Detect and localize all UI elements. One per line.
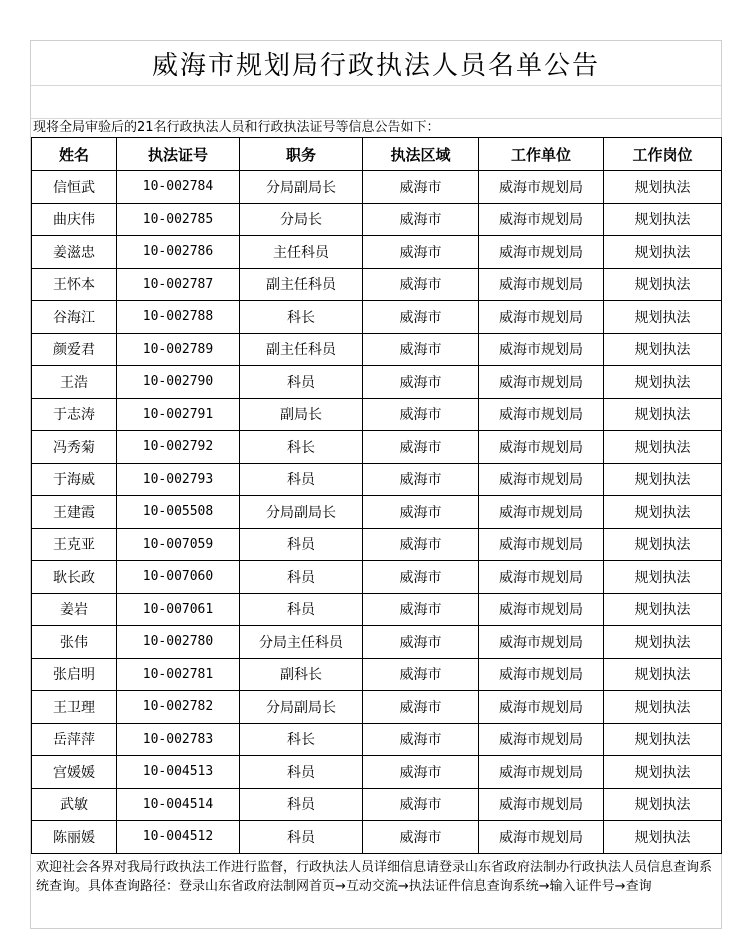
document-title: 威海市规划局行政执法人员名单公告 xyxy=(31,41,721,86)
cell-post: 规划执法 xyxy=(604,528,722,561)
cell-unit: 威海市规划局 xyxy=(479,431,604,464)
cell-position: 分局副局长 xyxy=(240,171,363,204)
cell-post: 规划执法 xyxy=(604,821,722,854)
cell-cert: 10-007060 xyxy=(117,561,240,594)
cell-name: 冯秀菊 xyxy=(32,431,117,464)
cell-cert: 10-002787 xyxy=(117,268,240,301)
cell-cert: 10-004512 xyxy=(117,821,240,854)
cell-cert: 10-004514 xyxy=(117,788,240,821)
intro-text: 现将全局审验后的21名行政执法人员和行政执法证号等信息公告如下： xyxy=(33,120,440,135)
table-row xyxy=(32,593,722,626)
cell-cert: 10-002789 xyxy=(117,333,240,366)
cell-area: 威海市 xyxy=(363,496,479,529)
cell-cert: 10-002793 xyxy=(117,463,240,496)
cell-position: 分局主任科员 xyxy=(240,626,363,659)
cell-area: 威海市 xyxy=(363,626,479,659)
cell-unit: 威海市规划局 xyxy=(479,496,604,529)
cell-area: 威海市 xyxy=(363,691,479,724)
cell-unit: 威海市规划局 xyxy=(479,723,604,756)
cell-position: 科员 xyxy=(240,788,363,821)
cell-unit: 威海市规划局 xyxy=(479,626,604,659)
cell-unit: 威海市规划局 xyxy=(479,593,604,626)
cell-post: 规划执法 xyxy=(604,593,722,626)
cell-post: 规划执法 xyxy=(604,463,722,496)
cell-position: 科员 xyxy=(240,821,363,854)
cell-post: 规划执法 xyxy=(604,496,722,529)
cell-cert: 10-004513 xyxy=(117,756,240,789)
personnel-table xyxy=(31,137,722,854)
cell-cert: 10-002780 xyxy=(117,626,240,659)
cell-name: 张伟 xyxy=(32,626,117,659)
cell-cert: 10-002783 xyxy=(117,723,240,756)
cell-post: 规划执法 xyxy=(604,171,722,204)
cell-cert: 10-002782 xyxy=(117,691,240,724)
cell-unit: 威海市规划局 xyxy=(479,691,604,724)
cell-name: 王克亚 xyxy=(32,528,117,561)
cell-position: 科长 xyxy=(240,723,363,756)
cell-unit: 威海市规划局 xyxy=(479,268,604,301)
cell-post: 规划执法 xyxy=(604,366,722,399)
table-row xyxy=(32,528,722,561)
cell-cert: 10-002784 xyxy=(117,171,240,204)
cell-position: 副主任科员 xyxy=(240,268,363,301)
footer-note: 欢迎社会各界对我局行政执法工作进行监督，行政执法人员详细信息请登录山东省政府法制办行政执法人员信息查询系统查询。具体查询路径：登录山东省政府法制网首页→互动交流→执法证件信息查询系统→输入证件号→查询 xyxy=(31,854,721,929)
cell-name: 于志涛 xyxy=(32,398,117,431)
cell-position: 分局副局长 xyxy=(240,691,363,724)
cell-unit: 威海市规划局 xyxy=(479,366,604,399)
cell-position: 分局副局长 xyxy=(240,496,363,529)
table-row xyxy=(32,463,722,496)
cell-name: 王建霞 xyxy=(32,496,117,529)
cell-position: 科长 xyxy=(240,301,363,334)
cell-cert: 10-002791 xyxy=(117,398,240,431)
cell-area: 威海市 xyxy=(363,236,479,269)
cell-area: 威海市 xyxy=(363,756,479,789)
cell-position: 科员 xyxy=(240,593,363,626)
column-header-unit: 工作单位 xyxy=(479,138,604,171)
cell-area: 威海市 xyxy=(363,561,479,594)
cell-position: 副局长 xyxy=(240,398,363,431)
cell-unit: 威海市规划局 xyxy=(479,561,604,594)
cell-name: 姜岩 xyxy=(32,593,117,626)
cell-cert: 10-002785 xyxy=(117,203,240,236)
cell-area: 威海市 xyxy=(363,788,479,821)
column-header-cert: 执法证号 xyxy=(117,138,240,171)
cell-post: 规划执法 xyxy=(604,203,722,236)
cell-name: 耿长政 xyxy=(32,561,117,594)
cell-name: 谷海江 xyxy=(32,301,117,334)
cell-unit: 威海市规划局 xyxy=(479,821,604,854)
table-row xyxy=(32,821,722,854)
cell-area: 威海市 xyxy=(363,171,479,204)
table-row xyxy=(32,333,722,366)
cell-unit: 威海市规划局 xyxy=(479,171,604,204)
cell-cert: 10-007059 xyxy=(117,528,240,561)
cell-area: 威海市 xyxy=(363,658,479,691)
cell-position: 科员 xyxy=(240,528,363,561)
table-row xyxy=(32,366,722,399)
cell-position: 科员 xyxy=(240,366,363,399)
cell-unit: 威海市规划局 xyxy=(479,528,604,561)
cell-unit: 威海市规划局 xyxy=(479,398,604,431)
cell-name: 曲庆伟 xyxy=(32,203,117,236)
cell-name: 姜滋忠 xyxy=(32,236,117,269)
cell-cert: 10-005508 xyxy=(117,496,240,529)
cell-post: 规划执法 xyxy=(604,431,722,464)
table-row xyxy=(32,496,722,529)
cell-name: 颜爱君 xyxy=(32,333,117,366)
cell-post: 规划执法 xyxy=(604,268,722,301)
cell-position: 科员 xyxy=(240,463,363,496)
cell-area: 威海市 xyxy=(363,301,479,334)
announcement-sheet xyxy=(30,40,722,929)
cell-name: 宫媛媛 xyxy=(32,756,117,789)
table-row xyxy=(32,398,722,431)
cell-name: 王浩 xyxy=(32,366,117,399)
cell-area: 威海市 xyxy=(363,723,479,756)
cell-area: 威海市 xyxy=(363,333,479,366)
table-header-row xyxy=(32,138,722,171)
cell-cert: 10-002790 xyxy=(117,366,240,399)
table-row xyxy=(32,756,722,789)
table-row xyxy=(32,431,722,464)
cell-position: 主任科员 xyxy=(240,236,363,269)
cell-cert: 10-002781 xyxy=(117,658,240,691)
cell-name: 岳萍萍 xyxy=(32,723,117,756)
cell-post: 规划执法 xyxy=(604,561,722,594)
cell-post: 规划执法 xyxy=(604,398,722,431)
column-header-post: 工作岗位 xyxy=(604,138,722,171)
cell-name: 于海威 xyxy=(32,463,117,496)
table-row xyxy=(32,236,722,269)
cell-post: 规划执法 xyxy=(604,301,722,334)
cell-unit: 威海市规划局 xyxy=(479,333,604,366)
table-row xyxy=(32,626,722,659)
cell-cert: 10-002792 xyxy=(117,431,240,464)
cell-unit: 威海市规划局 xyxy=(479,788,604,821)
cell-post: 规划执法 xyxy=(604,658,722,691)
cell-post: 规划执法 xyxy=(604,691,722,724)
table-row xyxy=(32,561,722,594)
cell-post: 规划执法 xyxy=(604,723,722,756)
cell-post: 规划执法 xyxy=(604,333,722,366)
blank-row xyxy=(31,86,721,119)
table-row xyxy=(32,691,722,724)
cell-unit: 威海市规划局 xyxy=(479,463,604,496)
table-row xyxy=(32,268,722,301)
cell-cert: 10-007061 xyxy=(117,593,240,626)
table-row xyxy=(32,171,722,204)
cell-position: 副科长 xyxy=(240,658,363,691)
cell-name: 信恒武 xyxy=(32,171,117,204)
cell-area: 威海市 xyxy=(363,463,479,496)
cell-position: 分局长 xyxy=(240,203,363,236)
cell-unit: 威海市规划局 xyxy=(479,756,604,789)
cell-unit: 威海市规划局 xyxy=(479,658,604,691)
cell-name: 王怀本 xyxy=(32,268,117,301)
table-row xyxy=(32,723,722,756)
cell-area: 威海市 xyxy=(363,268,479,301)
cell-name: 王卫理 xyxy=(32,691,117,724)
cell-unit: 威海市规划局 xyxy=(479,203,604,236)
table-body xyxy=(32,171,722,854)
cell-area: 威海市 xyxy=(363,203,479,236)
cell-cert: 10-002786 xyxy=(117,236,240,269)
cell-unit: 威海市规划局 xyxy=(479,301,604,334)
cell-area: 威海市 xyxy=(363,528,479,561)
column-header-position: 职务 xyxy=(240,138,363,171)
cell-area: 威海市 xyxy=(363,431,479,464)
cell-position: 副主任科员 xyxy=(240,333,363,366)
cell-position: 科员 xyxy=(240,756,363,789)
table-row xyxy=(32,788,722,821)
table-row xyxy=(32,658,722,691)
cell-name: 陈丽媛 xyxy=(32,821,117,854)
cell-post: 规划执法 xyxy=(604,236,722,269)
cell-position: 科长 xyxy=(240,431,363,464)
cell-post: 规划执法 xyxy=(604,788,722,821)
cell-post: 规划执法 xyxy=(604,756,722,789)
cell-name: 武敏 xyxy=(32,788,117,821)
cell-post: 规划执法 xyxy=(604,626,722,659)
column-header-area: 执法区域 xyxy=(363,138,479,171)
cell-unit: 威海市规划局 xyxy=(479,236,604,269)
table-row xyxy=(32,301,722,334)
cell-area: 威海市 xyxy=(363,398,479,431)
table-row xyxy=(32,203,722,236)
column-header-name: 姓名 xyxy=(32,138,117,171)
cell-position: 科员 xyxy=(240,561,363,594)
cell-area: 威海市 xyxy=(363,593,479,626)
cell-area: 威海市 xyxy=(363,821,479,854)
cell-name: 张启明 xyxy=(32,658,117,691)
cell-cert: 10-002788 xyxy=(117,301,240,334)
cell-area: 威海市 xyxy=(363,366,479,399)
